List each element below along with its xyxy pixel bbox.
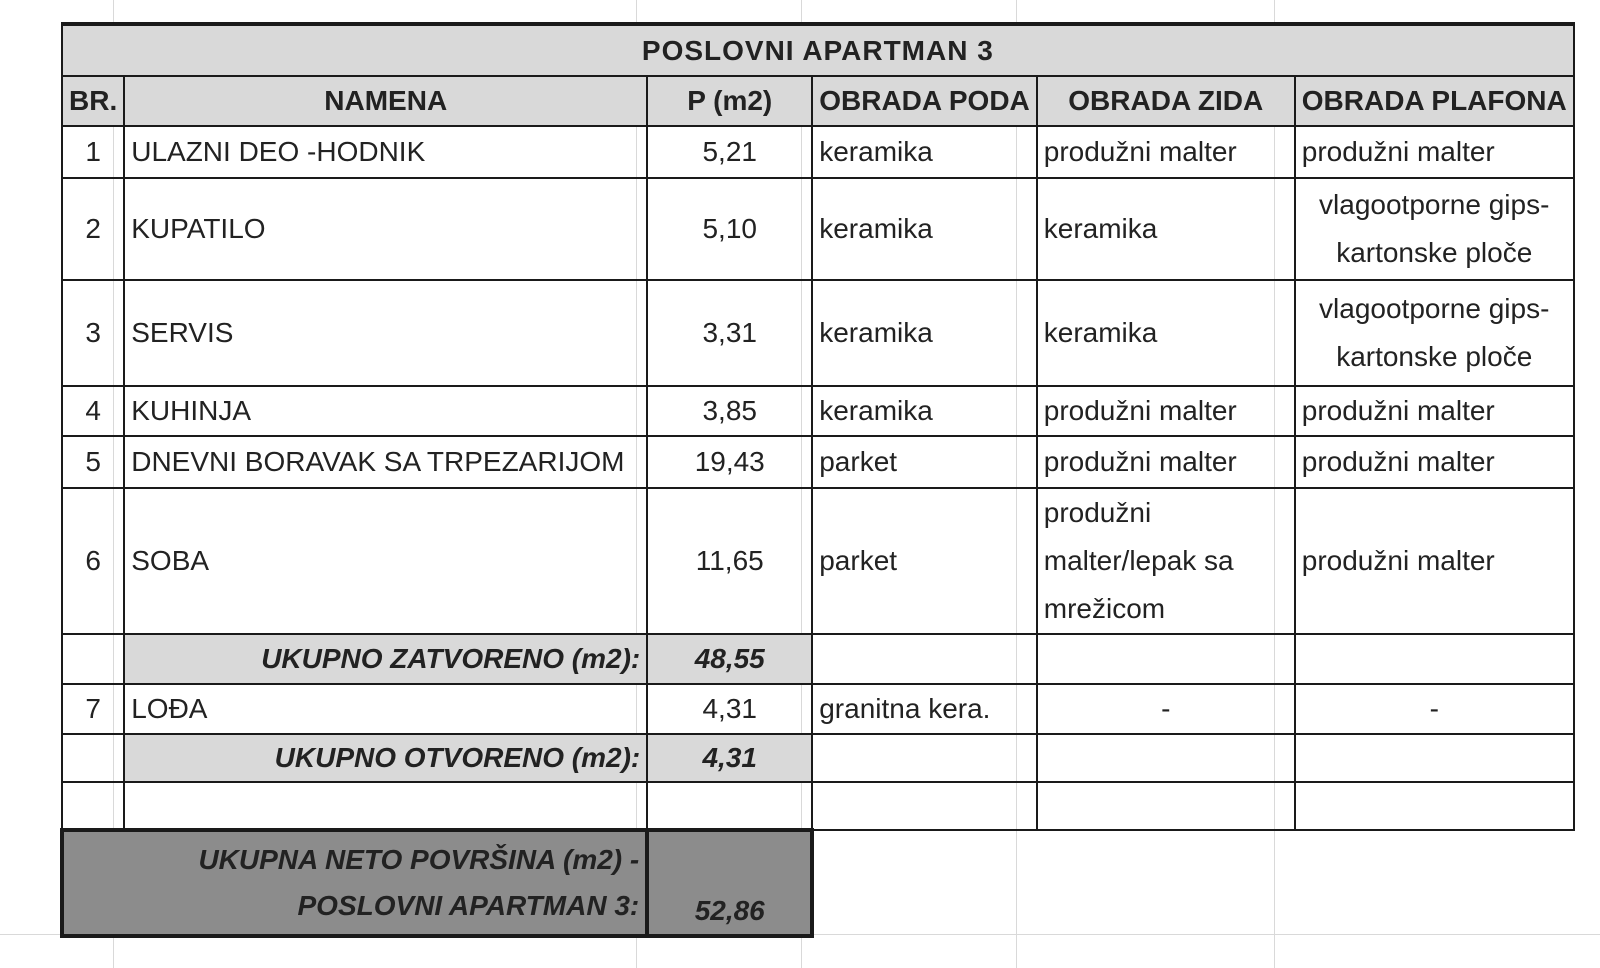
cell-br[interactable]: 2 (62, 178, 124, 280)
header-floor-finish[interactable]: OBRADA PODA (812, 76, 1037, 126)
total-closed-row (62, 634, 1574, 684)
cell-floor[interactable]: keramika (812, 280, 1037, 386)
cell-br[interactable]: 7 (62, 684, 124, 734)
cell-wall[interactable]: produžni malter/lepak sa mrežicom (1037, 488, 1295, 634)
empty-cell[interactable] (1037, 782, 1295, 830)
cell-ceiling[interactable]: produžni malter (1295, 488, 1574, 634)
table-row (62, 126, 1574, 178)
cell-ceiling[interactable]: produžni malter (1295, 386, 1574, 436)
table-row (62, 178, 1574, 280)
cell-namena[interactable]: KUHINJA (124, 386, 647, 436)
cell-area[interactable]: 5,10 (647, 178, 812, 280)
total-closed-value[interactable]: 48,55 (647, 634, 812, 684)
header-wall-finish[interactable]: OBRADA ZIDA (1037, 76, 1295, 126)
empty-cell[interactable] (812, 782, 1037, 830)
cell-area[interactable]: 19,43 (647, 436, 812, 488)
cell-area[interactable]: 5,21 (647, 126, 812, 178)
cell-ceiling[interactable]: - (1295, 684, 1574, 734)
empty-cell[interactable] (1295, 734, 1574, 782)
cell-namena[interactable]: KUPATILO (124, 178, 647, 280)
cell-namena[interactable]: ULAZNI DEO -HODNIK (124, 126, 647, 178)
cell-floor[interactable]: keramika (812, 386, 1037, 436)
cell-ceiling[interactable]: vlagootporne gips-kartonske ploče (1295, 178, 1574, 280)
cell-wall[interactable]: produžni malter (1037, 386, 1295, 436)
empty-cell[interactable] (812, 634, 1037, 684)
cell-floor[interactable]: parket (812, 488, 1037, 634)
cell-namena[interactable]: SOBA (124, 488, 647, 634)
empty-row (62, 782, 1574, 830)
empty-cell[interactable] (1295, 830, 1574, 936)
cell-area[interactable]: 11,65 (647, 488, 812, 634)
apartment-area-table (60, 22, 1575, 938)
header-ceiling-finish[interactable]: OBRADA PLAFONA (1295, 76, 1574, 126)
empty-cell[interactable] (1037, 734, 1295, 782)
cell-ceiling[interactable]: produžni malter (1295, 126, 1574, 178)
table-title[interactable]: POSLOVNI APARTMAN 3 (62, 24, 1574, 76)
empty-cell[interactable] (1037, 634, 1295, 684)
cell-ceiling[interactable]: produžni malter (1295, 436, 1574, 488)
total-open-value[interactable]: 4,31 (647, 734, 812, 782)
cell-wall[interactable]: - (1037, 684, 1295, 734)
header-namena[interactable]: NAMENA (124, 76, 647, 126)
cell-ceiling[interactable]: vlagootporne gips-kartonske ploče (1295, 280, 1574, 386)
net-total-label-line1: UKUPNA NETO POVRŠINA (m2) - (198, 844, 640, 875)
cell-br[interactable]: 6 (62, 488, 124, 634)
header-area[interactable]: P (m2) (647, 76, 812, 126)
cell-br[interactable]: 1 (62, 126, 124, 178)
empty-cell[interactable] (1295, 634, 1574, 684)
empty-cell[interactable] (62, 634, 124, 684)
cell-floor[interactable]: keramika (812, 126, 1037, 178)
empty-cell[interactable] (1037, 830, 1295, 936)
cell-br[interactable]: 5 (62, 436, 124, 488)
empty-cell[interactable] (812, 830, 1037, 936)
cell-area[interactable]: 3,85 (647, 386, 812, 436)
cell-wall[interactable]: keramika (1037, 178, 1295, 280)
cell-wall[interactable]: produžni malter (1037, 126, 1295, 178)
net-total-label-line2: POSLOVNI APARTMAN 3: (297, 890, 640, 921)
cell-br[interactable]: 4 (62, 386, 124, 436)
net-total-row (62, 830, 1574, 936)
table-row (62, 280, 1574, 386)
table-row (62, 488, 1574, 634)
total-open-label[interactable]: UKUPNO OTVORENO (m2): (124, 734, 647, 782)
cell-wall[interactable]: keramika (1037, 280, 1295, 386)
cell-area[interactable]: 4,31 (647, 684, 812, 734)
cell-wall[interactable]: produžni malter (1037, 436, 1295, 488)
total-open-row (62, 734, 1574, 782)
net-total-label[interactable] (62, 830, 647, 936)
table-row (62, 386, 1574, 436)
header-br[interactable]: BR. (62, 76, 124, 126)
table-row (62, 436, 1574, 488)
empty-cell[interactable] (1295, 782, 1574, 830)
cell-namena[interactable]: DNEVNI BORAVAK SA TRPEZARIJOM (124, 436, 647, 488)
cell-namena[interactable]: SERVIS (124, 280, 647, 386)
empty-cell[interactable] (812, 734, 1037, 782)
cell-area[interactable]: 3,31 (647, 280, 812, 386)
cell-br[interactable]: 3 (62, 280, 124, 386)
cell-namena[interactable]: LOĐA (124, 684, 647, 734)
empty-cell[interactable] (62, 782, 124, 830)
cell-floor[interactable]: granitna kera. (812, 684, 1037, 734)
empty-cell[interactable] (647, 782, 812, 830)
table-row (62, 684, 1574, 734)
cell-floor[interactable]: parket (812, 436, 1037, 488)
cell-floor[interactable]: keramika (812, 178, 1037, 280)
net-total-value[interactable]: 52,86 (647, 830, 812, 936)
empty-cell[interactable] (62, 734, 124, 782)
total-closed-label[interactable]: UKUPNO ZATVORENO (m2): (124, 634, 647, 684)
empty-cell[interactable] (124, 782, 647, 830)
